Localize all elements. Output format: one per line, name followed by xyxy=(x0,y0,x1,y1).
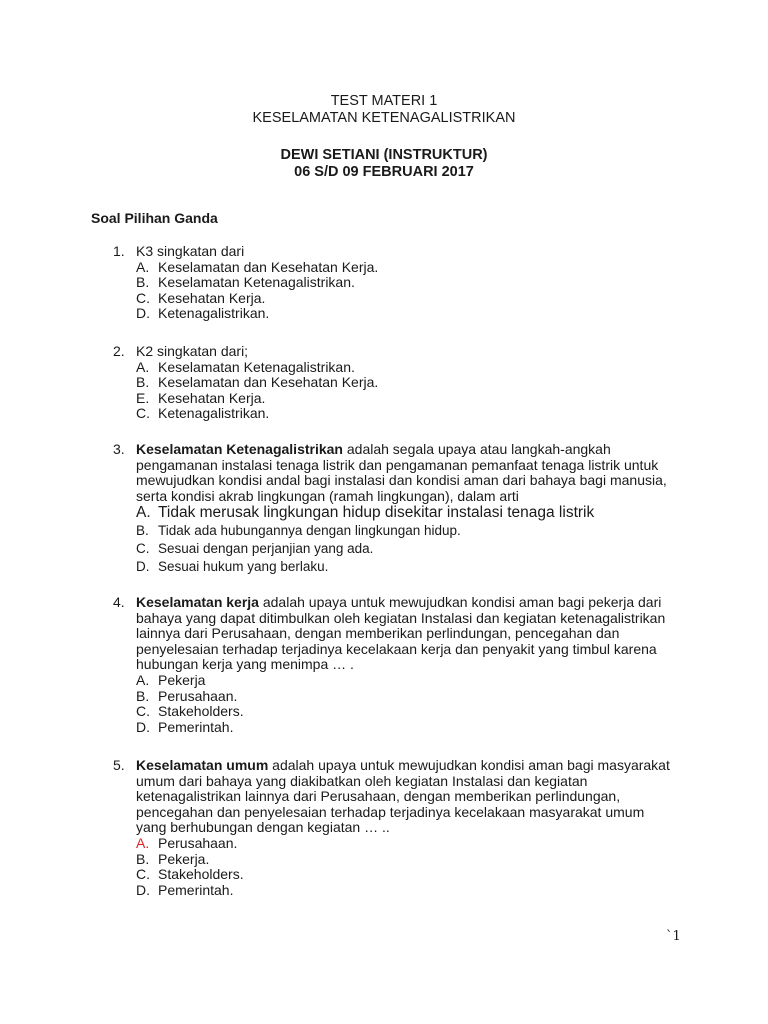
question-stem: Keselamatan kerja adalah upaya untuk mewujudkan kondisi aman bagi pekerja dari bahaya yang dapat ditimbulkan oleh kegiatan Instalasi dan kegiatan ketenagalistrikan lainnya dari Perusahaan, dengan memberikan perlindungan, pencegahan dan penyelesaian terhadap terjadinya kecelakaan kerja dan penyakit yang timbul karena hubungan kerja yang menimpa … . xyxy=(136,594,666,673)
question-stem: K3 singkatan dari xyxy=(136,243,245,259)
option-e: E. Kesehatan Kerja. xyxy=(136,389,266,406)
option-c: C. Kesehatan Kerja. xyxy=(136,289,266,306)
option-d: D. Pemerintah. xyxy=(136,718,234,735)
question-3 xyxy=(113,442,673,576)
section-title: Soal Pilihan Ganda xyxy=(91,210,218,226)
question-number: 5. xyxy=(113,757,125,773)
question-2 xyxy=(113,344,673,422)
date-line: 06 S/D 09 FEBRUARI 2017 xyxy=(294,164,474,180)
option-b: B. Keselamatan dan Kesehatan Kerja. xyxy=(136,374,379,391)
option-b: B. Tidak ada hubungannya dengan lingkungan hidup. xyxy=(136,523,461,539)
option-c: C. Stakeholders. xyxy=(136,866,244,883)
option-b: B. Keselamatan Ketenagalistrikan. xyxy=(136,274,355,291)
question-stem: Keselamatan Ketenagalistrikan adalah segala upaya atau langkah-angkah pengamanan instalasi tenaga listrik dan pengamanan pemanfaat tenaga listrik untuk mewujudkan kondisi andal bagi instalasi dan kondisi aman dari bahaya bagi manusia, serta kondisi akrab lingkungan (ramah lingkungan), dalam arti xyxy=(136,441,667,504)
page-number: `1 xyxy=(666,929,681,944)
option-a: A. Perusahaan. xyxy=(136,834,238,851)
title-line-2: KESELAMATAN KETENAGALISTRIKAN xyxy=(252,110,516,126)
question-5 xyxy=(113,758,673,898)
option-a: A. Tidak merusak lingkungan hidup disekitar instalasi tenaga listrik xyxy=(136,504,595,522)
option-c: C. Ketenagalistrikan. xyxy=(136,405,270,422)
instructor-line: DEWI SETIANI (INSTRUKTUR) xyxy=(280,147,488,163)
option-a: A. Pekerja xyxy=(136,671,206,688)
option-c: C. Sesuai dengan perjanjian yang ada. xyxy=(136,541,374,557)
question-4 xyxy=(113,595,673,735)
question-stem: Keselamatan umum adalah upaya untuk mewujudkan kondisi aman bagi masyarakat umum dari bahaya yang diakibatkan oleh kegiatan Instalasi dan kegiatan ketenagalistrikan lainnya dari Perusahaan, dengan memberikan perlindungan, pencegahan dan penyelesaian terhadap terjadinya kecelakaan masyarakat umum yang berhubungan dengan kegiatan … .. xyxy=(136,757,670,836)
option-a: A. Keselamatan dan Kesehatan Kerja. xyxy=(136,258,379,275)
question-number: 2. xyxy=(113,343,125,359)
option-a: A. Keselamatan Ketenagalistrikan. xyxy=(136,358,355,375)
question-number: 3. xyxy=(113,441,125,457)
question-number: 1. xyxy=(113,243,125,259)
option-d: D. Ketenagalistrikan. xyxy=(136,305,270,322)
title-line-1: TEST MATERI 1 xyxy=(330,93,438,109)
option-c: C. Stakeholders. xyxy=(136,703,244,720)
question-stem: K2 singkatan dari; xyxy=(136,343,249,359)
option-d: D. Pemerintah. xyxy=(136,881,234,898)
option-b: B. Pekerja. xyxy=(136,850,210,867)
question-1 xyxy=(113,244,673,322)
question-number: 4. xyxy=(113,594,125,610)
option-b: B. Perusahaan. xyxy=(136,687,238,704)
option-d: D. Sesuai hukum yang berlaku. xyxy=(136,559,329,575)
